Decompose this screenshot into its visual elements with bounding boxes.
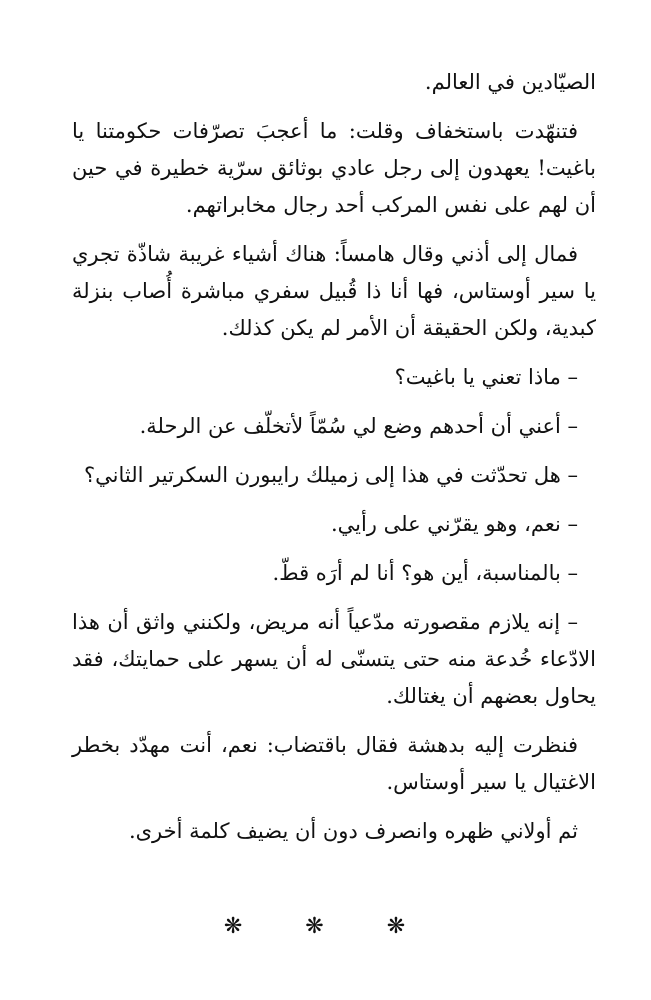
asterism-glyph: ❋ bbox=[223, 914, 265, 939]
paragraph: فتنهّدت باستخفاف وقلت: ما أعجبَ تصرّفات حكومتنا يا باغيت! يعهدون إلى رجل عادي بوثائق سرّية خطيرة في حين أن لهم على نفس المركب أحد رجال مخابراتهم. bbox=[72, 119, 596, 217]
asterism-glyph: ❋ bbox=[386, 914, 428, 939]
paragraph: ثم أولاني ظهره وانصرف دون أن يضيف كلمة أخرى. bbox=[128, 819, 578, 843]
paragraph: فمال إلى أذني وقال هامساً: هناك أشياء غريبة شاذّة تجري يا سير أوستاس، فها أنا ذا قُبيل سفري مباشرة أُصاب بنزلة كبدية، ولكن الحقيقة أن الأمر لم يكن كذلك. bbox=[72, 242, 596, 340]
paragraph: الصيّادين في العالم. bbox=[424, 70, 596, 94]
asterism-glyph: ❋ bbox=[305, 914, 346, 939]
dialogue-line: – هل تحدّثت في هذا إلى زميلك رايبورن السكرتير الثاني؟ bbox=[84, 463, 578, 487]
dialogue-line: – ماذا تعني يا باغيت؟ bbox=[394, 365, 578, 389]
page-text bbox=[72, 64, 596, 862]
section-separator bbox=[0, 914, 651, 939]
dialogue-line: – بالمناسبة، أين هو؟ أنا لم أرَه قطّ. bbox=[272, 561, 578, 585]
dialogue-line: – إنه يلازم مقصورته مدّعياً أنه مريض، ولكنني واثق أن هذا الادّعاء خُدعة منه حتى يتسنّى له أن يسهر على حمايتك، فقد يحاول بعضهم أن يغتالك. bbox=[72, 610, 596, 708]
paragraph: فنظرت إليه بدهشة فقال باقتضاب: نعم، أنت مهدّد بخطر الاغتيال يا سير أوستاس. bbox=[72, 733, 596, 794]
dialogue-line: – نعم، وهو يقرّني على رأيي. bbox=[330, 512, 578, 536]
dialogue-line: – أعني أن أحدهم وضع لي سُمّاً لأتخلّف عن الرحلة. bbox=[139, 414, 578, 438]
